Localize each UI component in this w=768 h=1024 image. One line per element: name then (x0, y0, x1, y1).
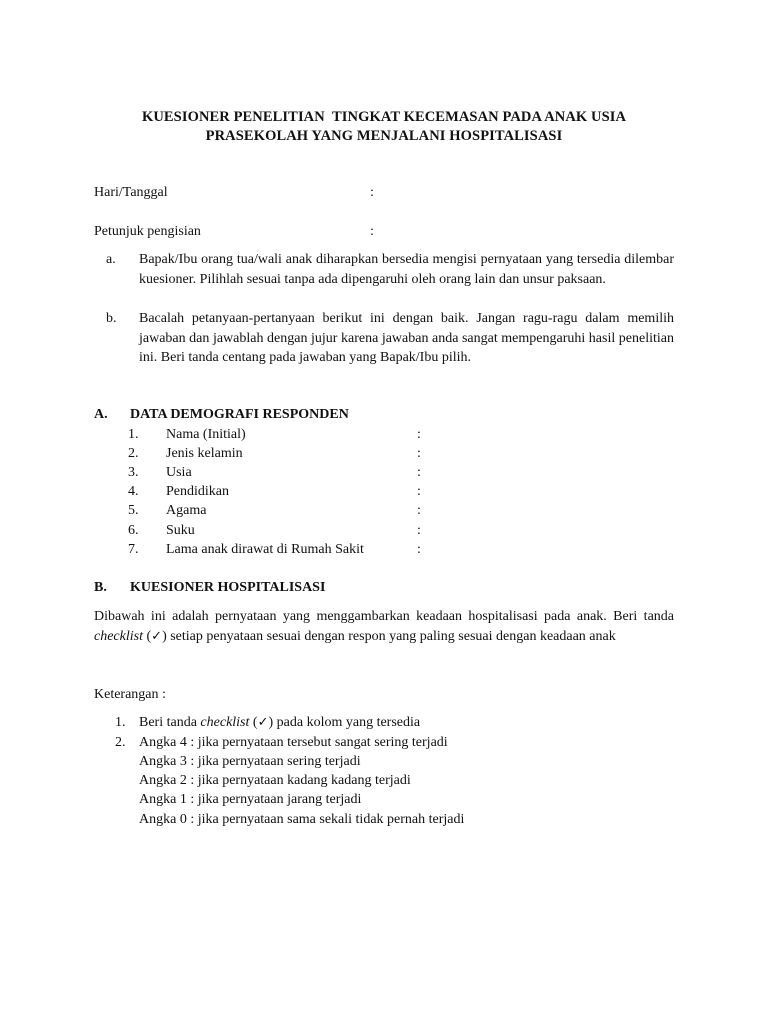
demo-item-num: 7. (128, 542, 139, 557)
demo-item-num: 6. (128, 523, 139, 538)
section-b-intro (94, 607, 674, 646)
checkmark-icon: ✓ (257, 715, 269, 730)
note-1-num: 1. (115, 715, 126, 730)
section-a-heading: DATA DEMOGRAFI RESPONDEN (130, 407, 349, 422)
demo-item-label: Pendidikan (166, 484, 229, 499)
section-b-marker: B. (94, 580, 107, 595)
demo-item-colon: : (417, 427, 421, 442)
note-1-part: Beri tanda (139, 715, 201, 730)
demo-item-label: Suku (166, 523, 195, 538)
petunjuk-colon: : (370, 224, 374, 239)
intro-text-end: ) setiap penyataan sesuai dengan respon yang paling sesuai dengan keadaan anak (162, 628, 616, 644)
demo-item-num: 1. (128, 427, 139, 442)
demo-item-num: 4. (128, 484, 139, 499)
demo-item-label: Lama anak dirawat di Rumah Sakit (166, 542, 364, 557)
intro-paren: ( (142, 628, 152, 644)
demo-item-label: Usia (166, 465, 192, 480)
demo-item-colon: : (417, 523, 421, 538)
demo-item-colon: : (417, 465, 421, 480)
scale-item: Angka 1 : jika pernyataan jarang terjadi (139, 792, 362, 807)
demo-item-label: Agama (166, 503, 207, 518)
checkmark-icon: ✓ (151, 628, 163, 644)
note-1-text (139, 713, 420, 732)
demo-item-num: 5. (128, 503, 139, 518)
title-line-1: KUESIONER PENELITIAN TINGKAT KECEMASAN PADA ANAK USIA (141, 109, 627, 125)
intro-text: Dibawah ini adalah pernyataan yang menggambarkan keadaan hospitalisasi pada anak. Beri tanda (94, 609, 674, 624)
note-1-paren: ( (249, 715, 258, 730)
note-2-num: 2. (115, 735, 126, 750)
instruction-b-marker: b. (106, 311, 117, 326)
demo-item-colon: : (417, 484, 421, 499)
instruction-b-text: Bacalah petanyaan-pertanyaan berikut ini dengan baik. Jangan ragu-ragu dalam memilih jawaban dan jawablah dengan jujur karena jawaban anda sangat mempengaruhi hasil penelitian ini. Beri tanda centang pada jawaban yang Bapak/Ibu pilih. (139, 311, 674, 365)
petunjuk-label: Petunjuk pengisian (94, 224, 201, 239)
note-1-italic: checklist (200, 715, 250, 730)
demo-item-colon: : (417, 446, 421, 461)
demo-item-colon: : (417, 503, 421, 518)
section-a-marker: A. (94, 407, 108, 422)
title-line-2: PRASEKOLAH YANG MENJALANI HOSPITALISASI (205, 128, 563, 144)
intro-checklist-italic: checklist (94, 628, 143, 644)
hari-tanggal-label: Hari/Tanggal (94, 185, 168, 200)
instruction-a-marker: a. (106, 252, 116, 267)
instruction-a-text: Bapak/Ibu orang tua/wali anak diharapkan bersedia mengisi pernyataan yang tersedia dilembar kuesioner. Pilihlah sesuai tanpa ada dipengaruhi oleh orang lain dan unsur paksaan. (139, 252, 674, 287)
note-1-end: ) pada kolom yang tersedia (268, 715, 421, 730)
scale-item: Angka 0 : jika pernyataan sama sekali tidak pernah terjadi (139, 812, 465, 827)
section-b-heading: KUESIONER HOSPITALISASI (130, 580, 326, 595)
demo-item-num: 3. (128, 465, 139, 480)
demo-item-label: Jenis kelamin (166, 446, 243, 461)
keterangan-label: Keterangan : (94, 687, 166, 702)
demo-item-num: 2. (128, 446, 139, 461)
demo-item-colon: : (417, 542, 421, 557)
document-title (0, 108, 768, 146)
scale-item: Angka 4 : jika pernyataan tersebut sangat sering terjadi (139, 735, 448, 750)
hari-tanggal-colon: : (370, 185, 374, 200)
demo-item-label: Nama (Initial) (166, 427, 246, 442)
scale-item: Angka 2 : jika pernyataan kadang kadang terjadi (139, 773, 411, 788)
scale-item: Angka 3 : jika pernyataan sering terjadi (139, 754, 361, 769)
